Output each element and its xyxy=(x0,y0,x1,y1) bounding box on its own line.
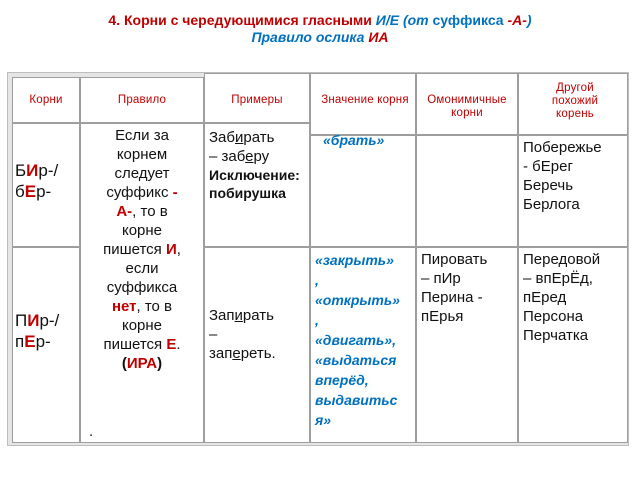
homonyms-pir: Пировать – пИр Перина - пЕрья xyxy=(421,251,488,325)
cell-meaning-pir xyxy=(310,247,416,443)
similar-pir: Передовой – впЕрЁд, пЕред Персона Перчатка xyxy=(523,251,601,344)
cell-root-bir xyxy=(12,123,80,247)
meaning-bir: «брать» xyxy=(323,132,385,148)
cell-meaning-bir xyxy=(310,132,416,247)
rule-trailing-dot: . xyxy=(89,423,94,440)
header-roots: Корни xyxy=(29,94,63,106)
slide-title-line2: Правило ослика ИА xyxy=(251,29,389,45)
header-cell-roots xyxy=(12,77,80,123)
similar-bir: Побережье - бЕрег Беречь Берлога xyxy=(523,139,602,213)
header-cell-similar xyxy=(518,73,628,135)
header-rule: Правило xyxy=(117,94,167,106)
header-similar: Другой похожий корень xyxy=(551,82,599,120)
header-cell-meaning xyxy=(310,73,416,135)
meaning-pir: «закрыть» , «открыть» , «двигать», «выдаться вперёд, выдавитьс я» xyxy=(315,252,400,428)
cell-homonyms-pir xyxy=(416,247,518,443)
cell-rule xyxy=(80,123,204,443)
cell-examples-bir xyxy=(204,123,310,247)
examples-bir: Забирать – заберу Исключение: побирушка xyxy=(209,128,309,202)
cell-similar-bir xyxy=(518,135,628,247)
header-examples: Примеры xyxy=(231,94,283,106)
slide-title-line1: 4. Корни с чередующимися гласными И/Е (от суффикса -А-) xyxy=(108,12,532,28)
cell-similar-pir xyxy=(518,247,628,443)
cell-homonyms-bir xyxy=(416,135,518,247)
cell-root-pir xyxy=(12,247,80,443)
exception-word: побирушка xyxy=(209,185,286,201)
header-cell-rule xyxy=(80,77,204,123)
rule-table xyxy=(7,72,629,446)
header-cell-homonyms xyxy=(416,73,518,135)
rule-text: Если за корнем следует суффикс - А-, то в корне пишется И, если суффикса нет, то в корне пишется Е. (ИРА) xyxy=(103,127,181,372)
header-meaning: Значение корня xyxy=(321,94,409,106)
root-pir: ПИр-/ пЕр- xyxy=(15,311,60,351)
cell-examples-pir xyxy=(204,247,310,443)
header-homonyms: Омонимичные корни xyxy=(427,94,507,119)
examples-pir: Запирать – запереть. xyxy=(209,307,276,362)
exception-label: Исключение: xyxy=(209,167,300,183)
root-bir: БИр-/ бЕр- xyxy=(15,161,59,201)
header-cell-examples xyxy=(204,73,310,123)
